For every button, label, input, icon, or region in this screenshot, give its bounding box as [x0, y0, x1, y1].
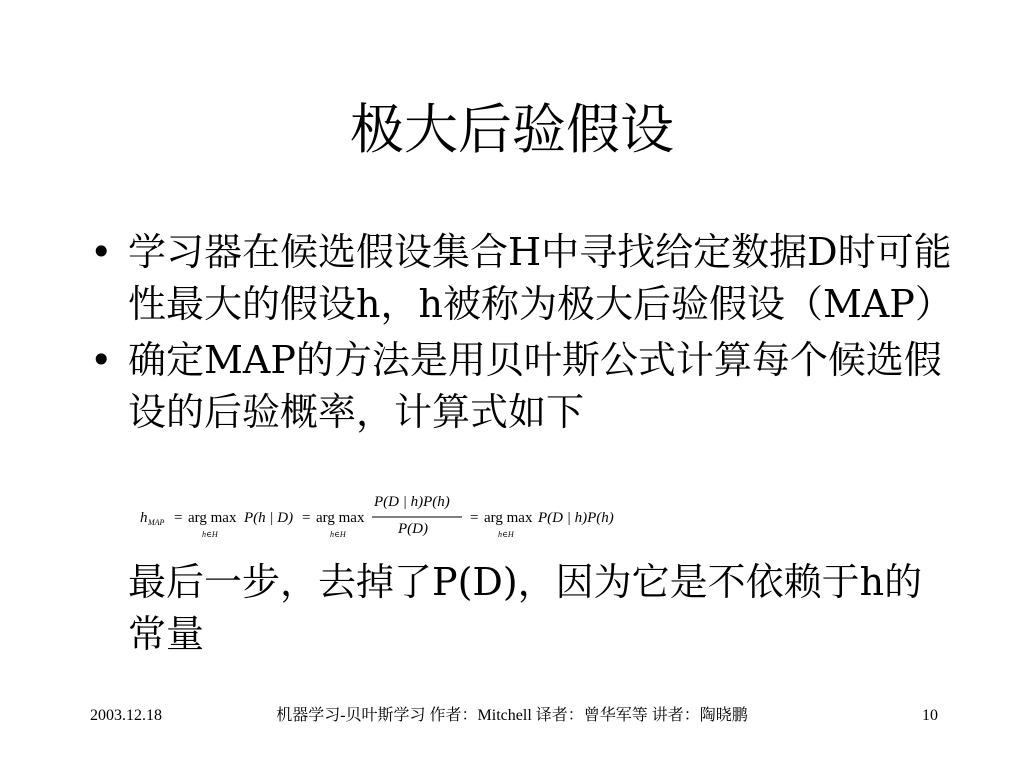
bullet-icon: •: [90, 230, 113, 274]
formula-numerator: P(D | h)P(h): [374, 494, 450, 510]
bullet-item: [76, 334, 956, 438]
bullet-item: [76, 226, 956, 330]
footer-credits: 机器学习-贝叶斯学习 作者：Mitchell 译者：曾华军等 讲者：陶晓鹏: [276, 707, 748, 724]
map-formula: [130, 490, 770, 550]
formula-term-1: P(h | D): [244, 510, 294, 526]
formula-argmax-3: arg max: [484, 510, 533, 526]
formula-denominator: P(D): [398, 521, 428, 537]
formula-eq-3: =: [470, 510, 479, 526]
formula-sub-3: h∈H: [498, 530, 514, 539]
formula-argmax-2: arg max: [316, 510, 365, 526]
continuation-text: 最后一步，去掉了P(D)，因为它是不依赖于h的常量: [128, 560, 923, 656]
formula-eq-1: =: [174, 510, 183, 526]
formula-lhs-var: h: [140, 510, 148, 526]
formula-sub-2: h∈H: [330, 530, 346, 539]
bullet-text: 确定MAP的方法是用贝叶斯公式计算每个候选假设的后验概率，计算式如下: [128, 338, 942, 434]
formula-lhs-sub: MAP: [148, 518, 165, 527]
bullet-icon: •: [90, 338, 113, 382]
formula-eq-2: =: [302, 510, 311, 526]
bullet-text: 学习器在候选假设集合H中寻找给定数据D时可能性最大的假设h，h被称为极大后验假设（MAP）: [128, 230, 953, 326]
formula-argmax-1: arg max: [188, 510, 237, 526]
slide-title: 极大后验假设: [350, 98, 674, 161]
formula-sub-1: h∈H: [202, 530, 218, 539]
page-number: 10: [922, 707, 938, 724]
formula-term-3: P(D | h)P(h): [538, 510, 614, 526]
footer-date: 2003.12.18: [90, 707, 162, 724]
bullet-list: [76, 226, 956, 442]
